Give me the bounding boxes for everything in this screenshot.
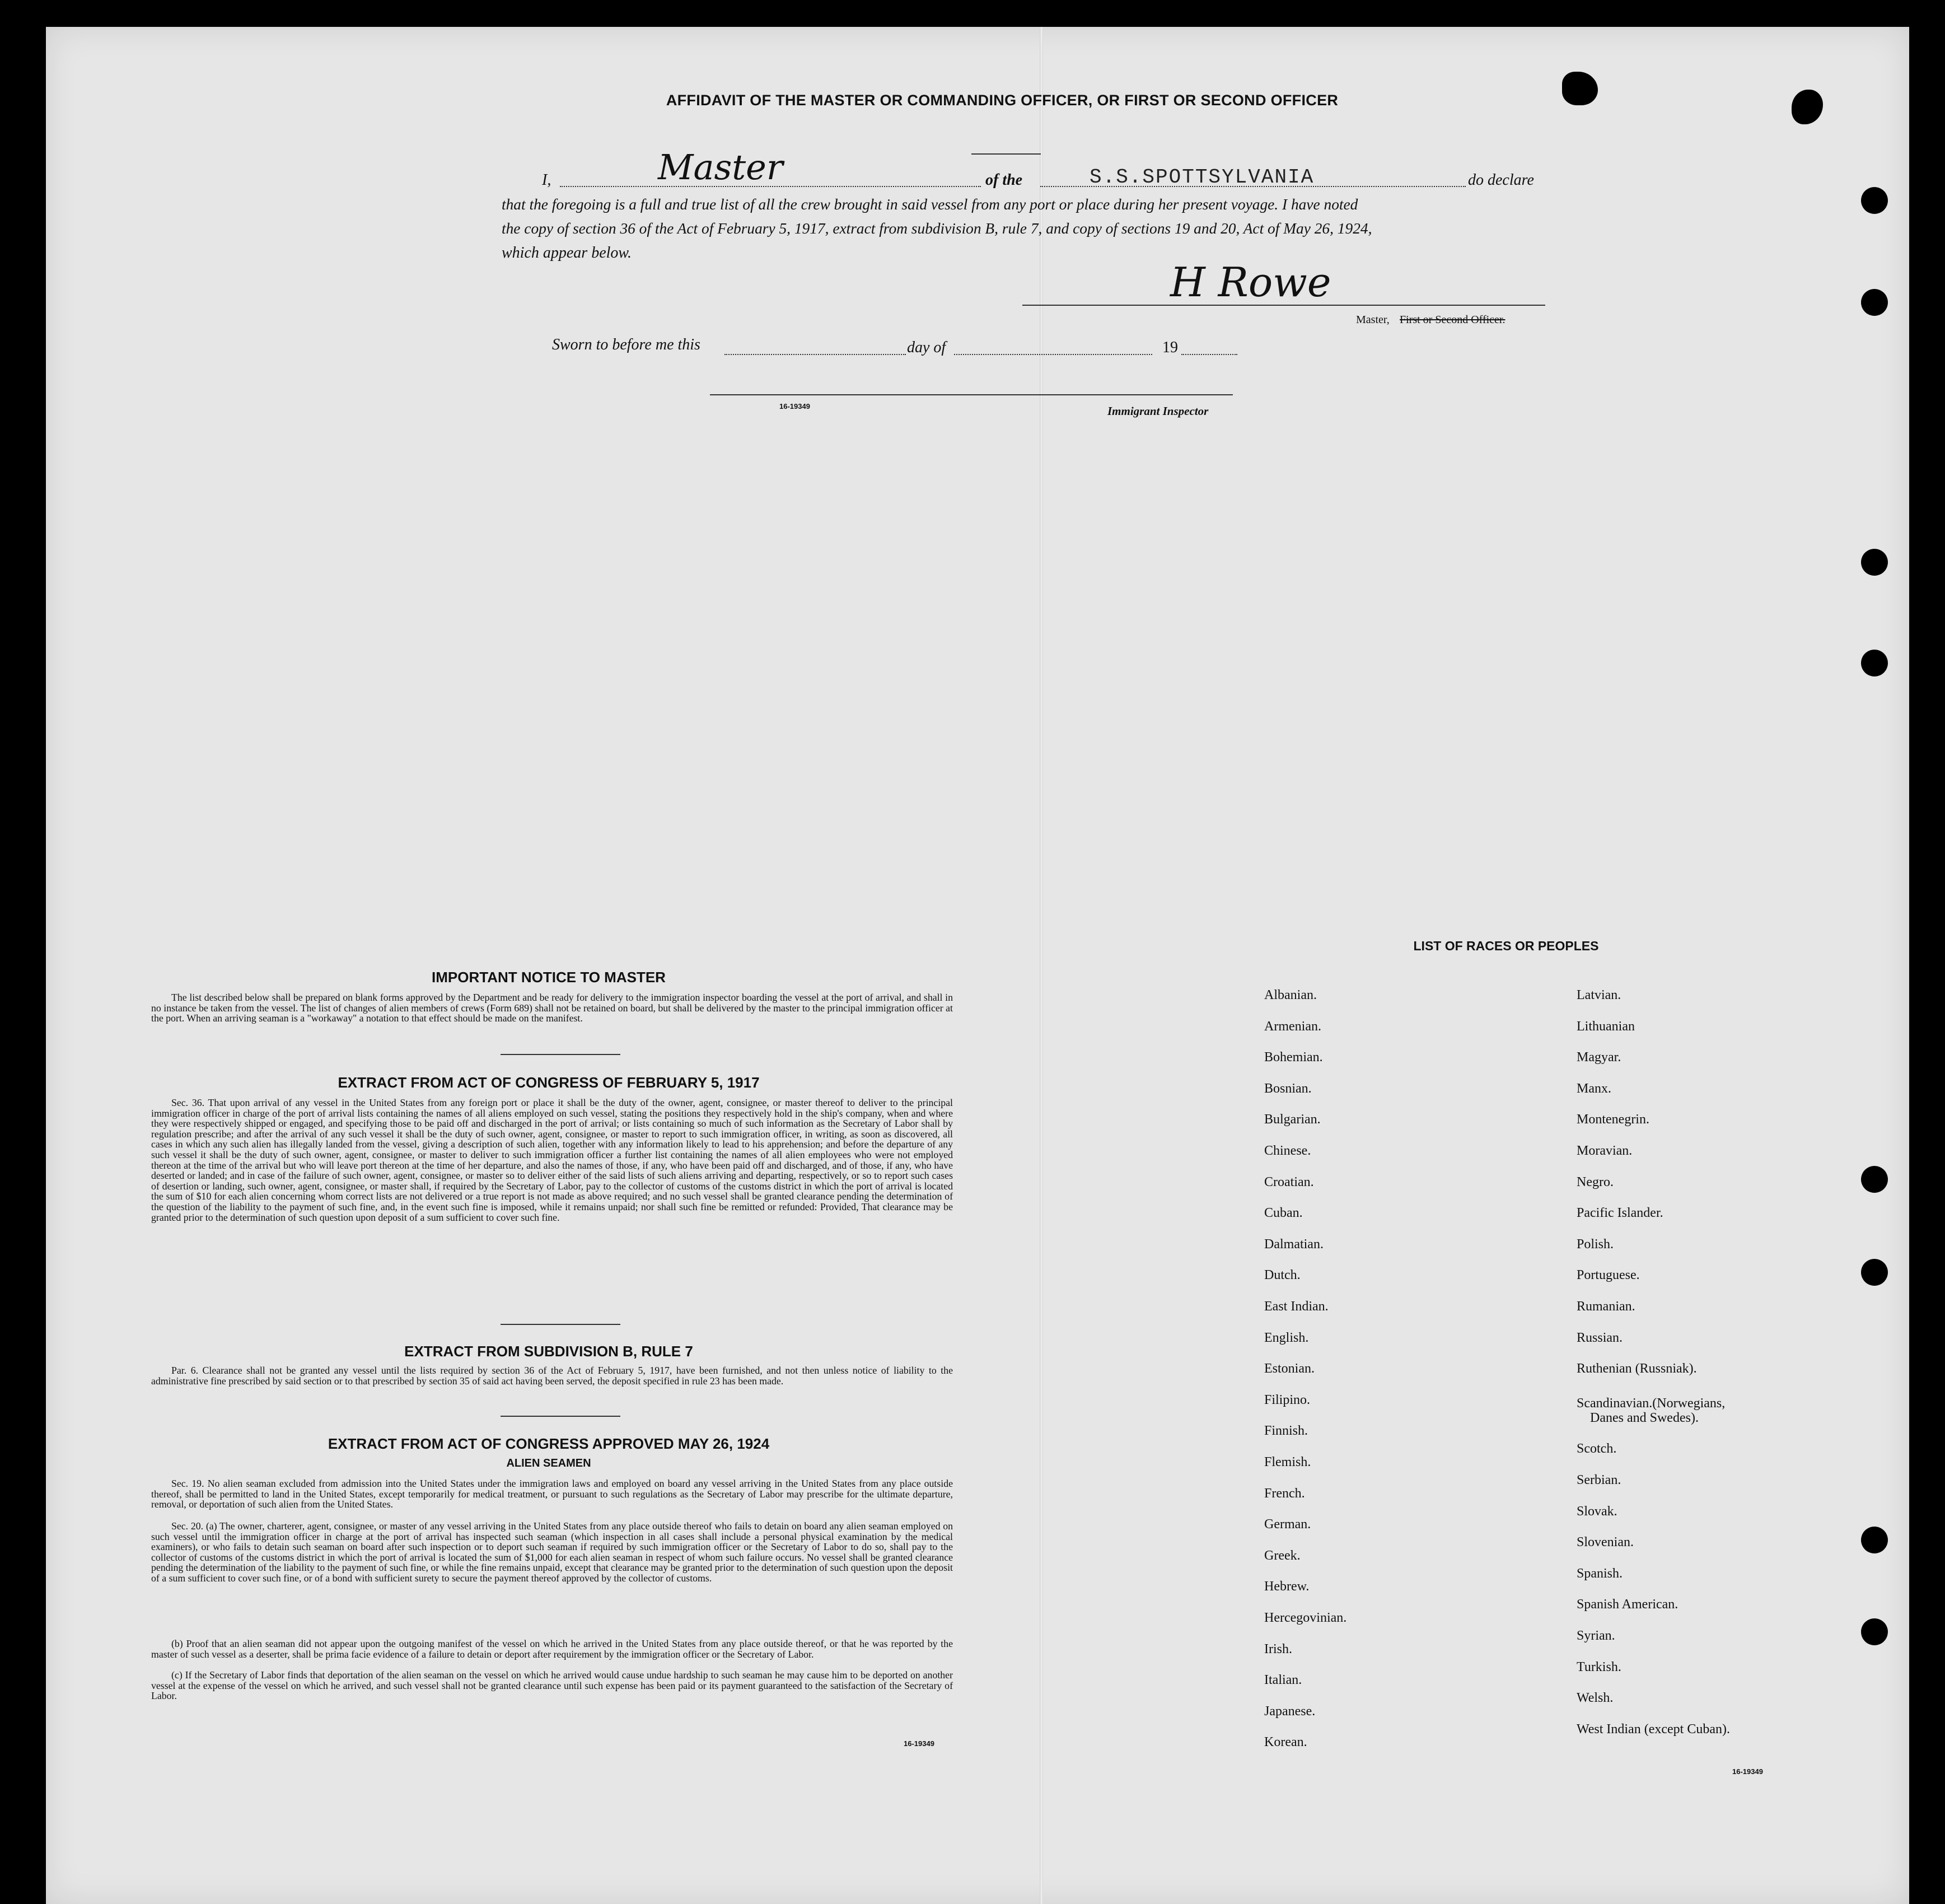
race-item: Filipino. [1264, 1392, 1311, 1407]
race-item: German. [1264, 1517, 1311, 1532]
affidavit-line-2: that the foregoing is a full and true list of all the crew brought in said vessel from any port or place during her present voyage. I have noted [502, 196, 1358, 213]
sec20c-text: (c) If the Secretary of Labor finds that deportation of the alien seaman on the vessel on which he arrived would cause undue hardship to such seaman he may cause him to be deported on another vessel at the expense of the vessel on which he arrived, and such vessel shall not be granted clearance until such expense has been paid or its payment guaranteed to the satisfaction of the Secretary of Labor. [151, 1669, 953, 1702]
document-sheet [46, 27, 1909, 1904]
race-item: Manx. [1577, 1081, 1611, 1096]
fold-line [1040, 27, 1043, 1904]
race-item: Slovak. [1577, 1504, 1617, 1519]
punch-hole [1861, 1618, 1888, 1645]
master-signature: H Rowe [1170, 259, 1331, 306]
punch-hole [1861, 650, 1888, 676]
race-item: Montenegrin. [1577, 1112, 1649, 1127]
extract-1924-heading: EXTRACT FROM ACT OF CONGRESS APPROVED MAY 26, 1924 [328, 1435, 770, 1452]
punch-hole [1861, 187, 1888, 214]
race-item: Bohemian. [1264, 1050, 1323, 1065]
day-of-label: day of [907, 339, 946, 356]
race-item: Moravian. [1577, 1144, 1633, 1158]
rule-2 [501, 1324, 620, 1325]
race-item: Pacific Islander. [1577, 1206, 1663, 1221]
race-item: Spanish American. [1577, 1597, 1679, 1612]
sworn-label: Sworn to before me this [552, 336, 700, 353]
races-heading: LIST OF RACES OR PEOPLES [1413, 939, 1599, 953]
race-item: Finnish. [1264, 1424, 1308, 1439]
sec20a-text: Sec. 20. (a) The owner, charterer, agent, consignee, or master of any vessel arriving in the United States from any place outside thereof who fails to detain on board any alien seaman employed on such vessel until the immigration officer in charge at the port of arrival has inspected such seaman (which inspection in all cases shall include a personal physical examination by the medical examiners), or who fails to detain such seaman on board after such inspection or to deport such seaman if required by such immigration officer or the Secretary of Labor to do so, shall pay to the collector of customs of the customs district in which the port of arrival is located the sum of $1,000 for each alien seaman in respect of whom such failure occurs. No vessel shall be granted clearance pending the determination of the liability to the payment of such fine, or while the fine remains unpaid, except that clearance may be granted prior to the determination of such question upon the deposit of a sum sufficient to cover such fine, or of a bond with sufficient surety to secure the payment thereof approved by the collector of customs. [151, 1520, 953, 1584]
race-item: Syrian. [1577, 1628, 1615, 1643]
affidavit-of-the: of the [985, 171, 1023, 189]
race-item: Scotch. [1577, 1441, 1617, 1457]
title-rule [971, 153, 1041, 155]
affidavit-do-declare: do declare [1468, 171, 1534, 189]
rule7-text: Par. 6. Clearance shall not be granted any vessel until the lists required by section 36 of the Act of February 5, 1917, have been furnished, and not then unless notice of liability to the administrative fine prescribed by said section or to that prescribed by section 35 of said act having been served, the deposit specified in rule 23 has been made. [151, 1365, 953, 1387]
race-item: Magyar. [1577, 1050, 1621, 1065]
race-item: Bulgarian. [1264, 1112, 1321, 1127]
race-item: East Indian. [1264, 1299, 1329, 1314]
sworn-year-blank [1181, 354, 1237, 355]
officer-struck: First or Second Officer. [1400, 314, 1505, 326]
sec19-text: Sec. 19. No alien seaman excluded from admission into the United States under the immigration laws and employed on board any vessel arriving in the United States from any place outside thereof, shall be permitted to land in the United States, except temporarily for medical treatment, or pursuant to such regulations as the Secretary of Labor may prescribe for the ultimate departure, removal, or deportation of such alien from the United States. [151, 1478, 953, 1510]
race-item: Chinese. [1264, 1144, 1311, 1158]
affidavit-line-4: which appear below. [502, 244, 632, 262]
race-item: Scandinavian.(Norwegians, [1577, 1396, 1726, 1411]
race-item: Russian. [1577, 1330, 1623, 1345]
race-item: Albanian. [1264, 988, 1317, 1002]
race-item: Turkish. [1577, 1659, 1621, 1674]
race-item: Spanish. [1577, 1566, 1623, 1581]
race-item: Flemish. [1264, 1455, 1311, 1469]
race-item: Polish. [1577, 1236, 1614, 1252]
extract-1917-heading: EXTRACT FROM ACT OF CONGRESS OF FEBRUARY 5, 1917 [338, 1074, 760, 1091]
race-item: Croatian. [1264, 1174, 1314, 1189]
affidavit-i: I, [542, 171, 551, 189]
sworn-month-blank [954, 354, 1152, 355]
race-item: Latvian. [1577, 988, 1621, 1002]
race-item: Slovenian. [1577, 1535, 1634, 1550]
race-item: Japanese. [1264, 1704, 1316, 1719]
race-item: Danes and Swedes). [1590, 1411, 1699, 1426]
race-item: Dalmatian. [1264, 1236, 1324, 1252]
rule7-heading: EXTRACT FROM SUBDIVISION B, RULE 7 [404, 1343, 693, 1360]
punch-hole [1861, 549, 1888, 576]
race-item: Lithuanian [1577, 1019, 1635, 1034]
race-item: French. [1264, 1486, 1305, 1501]
race-item: Bosnian. [1264, 1081, 1312, 1096]
form-number-races: 16-19349 [1732, 1767, 1763, 1776]
race-item: Korean. [1264, 1735, 1307, 1750]
race-item: Rumanian. [1577, 1299, 1635, 1314]
notice-text: The list described below shall be prepared on blank forms approved by the Department and be ready for delivery to the immigration inspector boarding the vessel at the port of arrival, and shall in no instance be taken from the vessel. The list of changes of alien members of crews (Form 689) shall not be retained on board, but shall be delivered by the master to the principal immigration officer at the port. When an arriving seaman is a "workaway" a notation to that effect should be made on the manifest. [151, 992, 953, 1024]
race-item: Hercegovinian. [1264, 1611, 1347, 1625]
race-item: Armenian. [1264, 1019, 1321, 1034]
punch-hole [1861, 1527, 1888, 1553]
extract-1917-text: Sec. 36. That upon arrival of any vessel in the United States from any foreign port or place it shall be the duty of the owner, agent, consignee, or master thereof to deliver to the principal immigration officer in charge of the port of arrival lists containing the names of all aliens employed on such vessel, stating the positions they respectively hold in the ship's company, when and where they were respectively shipped or engaged, and specifying those to be paid off and discharged in the port of arrival; or lists containing so much of such information as the Secretary of Labor shall by regulation prescribe; and after the arrival of any such vessel it shall be the duty of such owner, agent, consignee, or master to report to such immigration officer, in writing, as soon as discovered, all cases in which any such alien has illegally landed from the vessel, giving a description of such alien, together with any information likely to lead to his apprehension; and before the departure of any such vessel it shall be the duty of such owner, agent, consignee, or master to deliver to such immigration officer a further list containing the names of all alien employees who were not employed thereon at the time of the arrival but who will leave port thereon at the time of her departure, and also the names of those, if any, who have been paid off and discharged, and of those, if any, who have deserted or landed; and in case of the failure of such owner, agent, consignee, or master so to deliver either of the said lists of such aliens arriving and departing, respectively, or so to report such cases of desertion or landing, such owner, agent, consignee, or master shall, if required by the Secretary of Labor, pay to the collector of customs of the customs district in which the port of arrival is located the sum of $10 for each alien concerning whom correct lists are not delivered or a true report is not made as above required; and no such vessel shall be granted clearance pending the determination of the question of the liability to the payment of such fine, and, in the event such fine is imposed, while it remains unpaid; nor shall such fine be remitted or refunded: Provided, That clearance may be granted prior to the determination of such question upon deposit of a sum sufficient to cover such fine. [151, 1097, 953, 1223]
race-item: Estonian. [1264, 1361, 1315, 1376]
race-item: Irish. [1264, 1641, 1292, 1656]
notice-heading: IMPORTANT NOTICE TO MASTER [432, 969, 666, 986]
inspector-line [710, 394, 1233, 395]
race-item: Greek. [1264, 1548, 1301, 1563]
race-item: Negro. [1577, 1174, 1614, 1189]
punch-hole [1861, 289, 1888, 316]
punch-hole [1861, 1259, 1888, 1286]
form-number-left: 16-19349 [904, 1739, 934, 1748]
race-item: Hebrew. [1264, 1579, 1310, 1594]
race-item: Italian. [1264, 1673, 1302, 1688]
vessel-name: S.S.SPOTTSYLVANIA [1090, 166, 1315, 189]
race-item: Dutch. [1264, 1268, 1301, 1283]
race-item: Serbian. [1577, 1473, 1621, 1487]
inspector-label: Immigrant Inspector [1107, 404, 1209, 418]
affidavit-title: AFFIDAVIT OF THE MASTER OR COMMANDING OFFICER, OR FIRST OR SECOND OFFICER [666, 92, 1339, 109]
year-label: 19 [1162, 339, 1178, 356]
alien-seamen-heading: ALIEN SEAMEN [506, 1457, 591, 1469]
rule-1 [501, 1054, 620, 1055]
race-item: Ruthenian (Russniak). [1577, 1361, 1697, 1376]
race-item: English. [1264, 1330, 1309, 1345]
form-number: 16-19349 [779, 402, 810, 410]
race-item: Welsh. [1577, 1691, 1614, 1706]
affidavit-line-3: the copy of section 36 of the Act of February 5, 1917, extract from subdivision B, rule 7, and copy of sections 19 and 20, Act of May 26, 1924, [502, 220, 1372, 237]
master-label: Master, [1356, 314, 1390, 326]
race-item: Portuguese. [1577, 1268, 1640, 1283]
master-handwritten: Master [658, 147, 783, 188]
race-item: West Indian (except Cuban). [1577, 1721, 1730, 1737]
sworn-day-blank [724, 354, 906, 355]
sec20b-text: (b) Proof that an alien seaman did not appear upon the outgoing manifest of the vessel on which he arrived in the United States from any place outside thereof, or that he was reported by the master of such vessel as a deserter, shall be prima facie evidence of a failure to detain or deport after requirement by the immigration officer or the Secretary of Labor. [151, 1638, 953, 1660]
rule-3 [501, 1416, 620, 1417]
punch-hole [1861, 1166, 1888, 1193]
race-item: Cuban. [1264, 1206, 1303, 1221]
